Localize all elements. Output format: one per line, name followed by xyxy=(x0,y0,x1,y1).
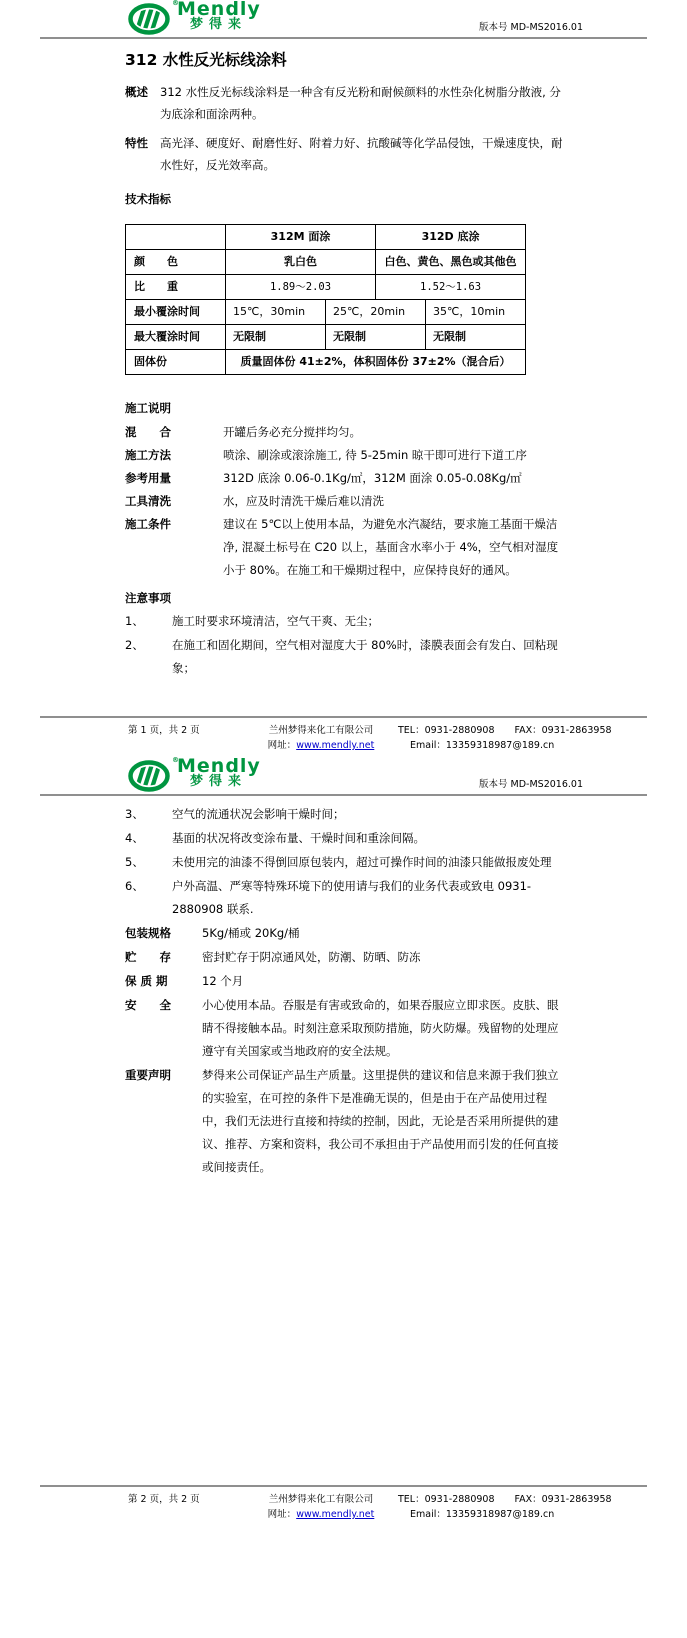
brand-name-en: Mendly xyxy=(177,0,261,20)
page2-content xyxy=(0,796,687,1179)
table-cell: 颜 色 xyxy=(126,250,226,275)
table-cell: 固体份 xyxy=(126,350,226,375)
note-text: 未使用完的油漆不得倒回原包装内，超过可操作时间的油漆只能做报废处理 xyxy=(172,855,552,869)
page1-footer xyxy=(0,716,687,757)
table-cell: 质量固体份 41±2%，体积固体份 37±2%（混合后） xyxy=(226,350,526,375)
website-link[interactable]: www.mendly.net xyxy=(296,1509,375,1520)
overview-section xyxy=(125,81,569,125)
table-cell-312d: 312D 底涂 xyxy=(376,225,526,250)
item-label: 保 质 期 xyxy=(125,974,168,988)
table-row-gravity xyxy=(126,275,526,300)
note-item-1 xyxy=(125,610,569,633)
item-label: 工具清洗 xyxy=(125,494,171,508)
tel-number: TEL：0931-2880908 xyxy=(398,725,495,736)
note-number: 6、 xyxy=(125,879,144,893)
item-label: 重要声明 xyxy=(125,1068,171,1082)
note-number: 2、 xyxy=(125,638,144,652)
version-label: 版本号 MD-MS2016.01 xyxy=(479,779,583,790)
note-text: 在施工和固化期间，空气相对湿度大于 80%时，漆膜表面会有发白、回粘现象； xyxy=(172,638,558,675)
note-number: 4、 xyxy=(125,831,144,845)
page-number: 第 1 页，共 2 页 xyxy=(128,725,200,736)
brand-name-cn: 梦得来 xyxy=(190,17,248,32)
note-item-4 xyxy=(125,827,569,850)
company-name: 兰州梦得来化工有限公司 xyxy=(268,1494,374,1505)
page2-footer xyxy=(0,1485,687,1526)
brand-logo xyxy=(128,1,261,35)
table-row-max-recoat xyxy=(126,325,526,350)
email-line xyxy=(398,1507,612,1522)
fax-number: FAX：0931-2863958 xyxy=(514,725,612,736)
tel-fax-line xyxy=(398,1492,612,1507)
table-row-min-recoat xyxy=(126,300,526,325)
item-text: 梦得来公司保证产品生产质量。这里提供的建议和信息来源于我们独立的实验室，在可控的条件下是准确无误的，但是由于在产品使用过程中，我们无法进行直接和持续的控制，因此，无论是否采用所提供的建议、推荐、方案和资料，我公司不承担由于产品使用而引发的任何直接或间接责任。 xyxy=(202,1068,559,1174)
item-text: 12 个月 xyxy=(202,974,244,988)
page-header xyxy=(0,0,687,37)
footer-contact-block xyxy=(398,1492,612,1522)
note-item-6 xyxy=(125,875,569,921)
info-item-packaging xyxy=(125,922,569,945)
table-row-color xyxy=(126,250,526,275)
note-text: 基面的状况将改变涂布量、干燥时间和重涂间隔。 xyxy=(172,831,425,845)
website-link[interactable]: www.mendly.net xyxy=(296,740,375,751)
page-header xyxy=(0,757,687,794)
website-line xyxy=(258,738,384,753)
mendly-logo-icon xyxy=(128,3,174,35)
table-cell: 无限制 xyxy=(426,325,526,350)
table-cell: 白色、黄色、黑色或其他色 xyxy=(376,250,526,275)
table-cell xyxy=(126,225,226,250)
table-cell: 35℃，10min xyxy=(426,300,526,325)
website-line xyxy=(258,1507,384,1522)
website-label: 网址： xyxy=(267,740,297,751)
item-label: 包装规格 xyxy=(125,926,171,940)
item-label: 施工条件 xyxy=(125,517,171,531)
table-header-row xyxy=(126,225,526,250)
email-address: Email：13359318987@189.cn xyxy=(410,740,555,751)
features-label: 特性 xyxy=(125,136,148,150)
item-label: 参考用量 xyxy=(125,471,171,485)
tech-spec-heading: 技术指标 xyxy=(125,192,171,206)
brand-name-en: Mendly xyxy=(177,755,261,777)
page1-content xyxy=(0,39,687,680)
table-cell-312m: 312M 面涂 xyxy=(226,225,376,250)
registered-trademark-icon: ® xyxy=(172,756,179,764)
doc-title: 312 水性反光标线涂料 xyxy=(125,51,287,69)
info-item-disclaimer xyxy=(125,1064,569,1179)
overview-text: 312 水性反光标线涂料是一种含有反光粉和耐候颜料的水性杂化树脂分散液, 分为底涂和面涂两种。 xyxy=(160,85,561,121)
table-cell: 15℃，30min xyxy=(226,300,326,325)
note-item-2 xyxy=(125,634,569,680)
page-1 xyxy=(0,0,687,757)
item-label: 贮 存 xyxy=(125,950,171,964)
info-item-shelf-life xyxy=(125,970,569,993)
spec-table xyxy=(125,224,526,375)
note-item-3 xyxy=(125,803,569,826)
table-cell: 乳白色 xyxy=(226,250,376,275)
company-name: 兰州梦得来化工有限公司 xyxy=(268,725,374,736)
table-row-solids xyxy=(126,350,526,375)
page-2 xyxy=(0,757,687,1638)
item-text: 密封贮存于阴凉通风处，防潮、防晒、防冻 xyxy=(202,950,421,964)
construction-item-conditions xyxy=(125,513,569,582)
page-number: 第 2 页，共 2 页 xyxy=(128,1494,200,1505)
item-text: 5Kg/桶或 20Kg/桶 xyxy=(202,926,300,940)
version-label: 版本号 MD-MS2016.01 xyxy=(479,22,583,33)
info-item-safety xyxy=(125,994,569,1063)
item-text: 开罐后务必充分搅拌均匀。 xyxy=(223,425,361,439)
website-label: 网址： xyxy=(267,1509,297,1520)
mendly-logo-icon xyxy=(128,760,174,792)
table-cell: 无限制 xyxy=(326,325,426,350)
footer-company-block xyxy=(258,1492,384,1522)
table-cell: 最大覆涂时间 xyxy=(126,325,226,350)
item-label: 混 合 xyxy=(125,425,171,439)
brand-logo xyxy=(128,755,261,792)
table-cell: 无限制 xyxy=(226,325,326,350)
footer-company-block xyxy=(258,723,384,753)
item-text: 312D 底涂 0.06-0.1Kg/㎡，312M 面涂 0.05-0.08Kg/㎡ xyxy=(223,471,522,485)
construction-item-coverage xyxy=(125,467,569,490)
tel-fax-line xyxy=(398,723,612,738)
email-line xyxy=(398,738,612,753)
item-label: 施工方法 xyxy=(125,448,171,462)
table-cell: 比 重 xyxy=(126,275,226,300)
overview-label: 概述 xyxy=(125,85,148,99)
footer-contact-block xyxy=(398,723,612,753)
construction-item-method xyxy=(125,444,569,467)
brand-wordmark xyxy=(177,1,261,32)
note-text: 空气的流通状况会影响干燥时间； xyxy=(172,807,345,821)
item-text: 建议在 5℃以上使用本品，为避免水汽凝结，要求施工基面干燥洁净, 混凝土标号在 C20 以上，基面含水率小于 4%，空气相对湿度小于 80%。在施工和干燥期过程中，应保持良好的通风。 xyxy=(223,517,559,577)
note-number: 3、 xyxy=(125,807,144,821)
note-number: 1、 xyxy=(125,614,144,628)
email-address: Email：13359318987@189.cn xyxy=(410,1509,555,1520)
item-text: 水，应及时清洗干燥后难以清洗 xyxy=(223,494,384,508)
table-cell: 1.52～1.63 xyxy=(376,275,526,300)
tel-number: TEL：0931-2880908 xyxy=(398,1494,495,1505)
features-section xyxy=(125,132,569,176)
note-item-5 xyxy=(125,851,569,874)
note-text: 施工时要求环境清洁，空气干爽、无尘； xyxy=(172,614,379,628)
fax-number: FAX：0931-2863958 xyxy=(514,1494,612,1505)
item-text: 喷涂、刷涂或滚涂施工, 待 5-25min 晾干即可进行下道工序 xyxy=(223,448,527,462)
registered-trademark-icon: ® xyxy=(172,0,179,7)
construction-item-cleaning xyxy=(125,490,569,513)
brand-name-cn: 梦得来 xyxy=(190,774,248,789)
footer-row xyxy=(0,718,687,757)
item-text: 小心使用本品。吞服是有害或致命的，如果吞服应立即求医。皮肤、眼睛不得接触本品。时刻注意采取预防措施，防火防爆。残留物的处理应遵守有关国家或当地政府的安全法规。 xyxy=(202,998,559,1058)
info-item-storage xyxy=(125,946,569,969)
features-text: 高光泽、硬度好、耐磨性好、附着力好、抗酸碱等化学品侵蚀，干燥速度快，耐水性好，反光效率高。 xyxy=(160,136,563,172)
brand-wordmark xyxy=(177,755,261,789)
notes-heading: 注意事项 xyxy=(125,591,171,605)
item-label: 安 全 xyxy=(125,998,171,1012)
footer-row xyxy=(0,1487,687,1526)
table-cell: 1.89～2.03 xyxy=(226,275,376,300)
note-text: 户外高温、严寒等特殊环境下的使用请与我们的业务代表或致电 0931-2880908 联系. xyxy=(172,879,532,916)
note-number: 5、 xyxy=(125,855,144,869)
construction-item-mixing xyxy=(125,421,569,444)
table-cell: 最小覆涂时间 xyxy=(126,300,226,325)
table-cell: 25℃，20min xyxy=(326,300,426,325)
construction-heading: 施工说明 xyxy=(125,401,171,415)
